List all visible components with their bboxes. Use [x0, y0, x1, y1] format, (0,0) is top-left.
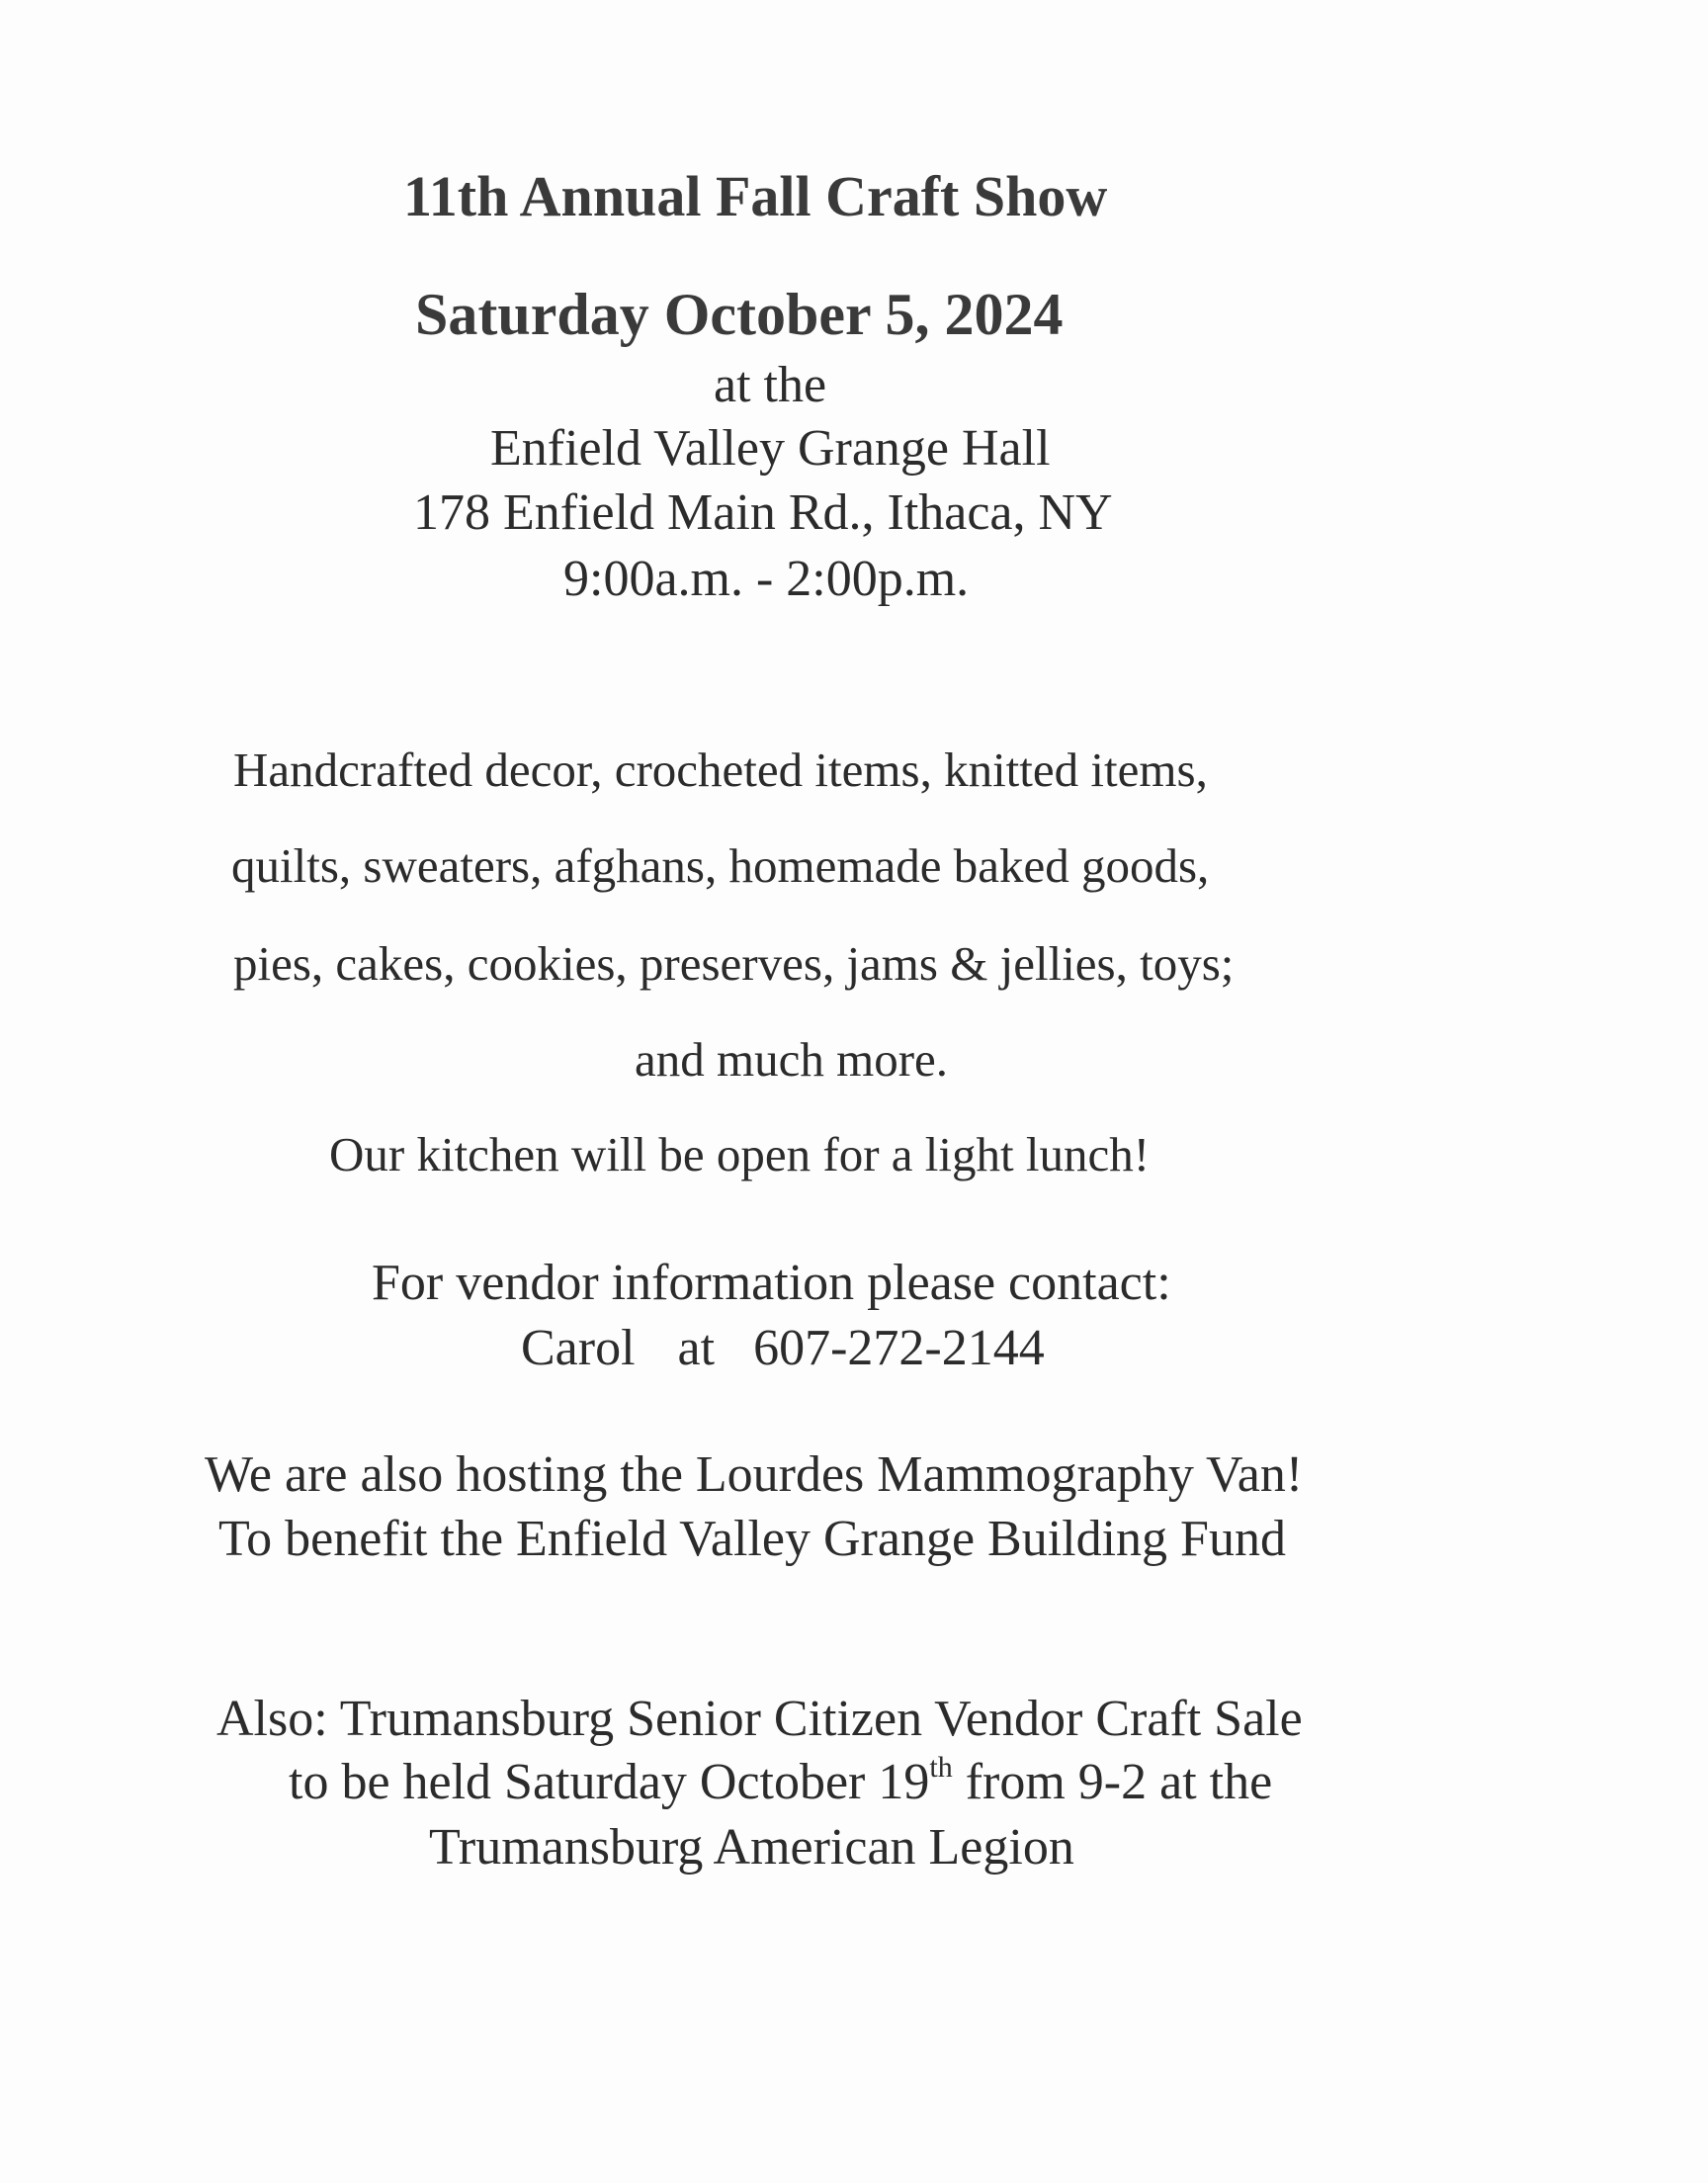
items-line: quilts, sweaters, afghans, homemade baked goods, — [231, 838, 1210, 893]
contact-at: at — [677, 1320, 716, 1376]
venue-name: Enfield Valley Grange Hall — [490, 420, 1051, 477]
contact-name: Carol — [521, 1320, 636, 1376]
venue-address: 178 Enfield Main Rd., Ithaca, NY — [413, 484, 1113, 541]
vendor-prompt: For vendor information please contact: — [372, 1255, 1171, 1311]
ordinal-suffix: th — [929, 1751, 953, 1784]
mammography-note: We are also hosting the Lourdes Mammography Van! — [205, 1446, 1304, 1503]
benefit-note: To benefit the Enfield Valley Grange Building Fund — [218, 1511, 1286, 1567]
items-line: Handcrafted decor, crocheted items, knitted items, — [233, 742, 1208, 797]
also-line: Also: Trumansburg Senior Citizen Vendor Craft Sale — [216, 1691, 1303, 1747]
vendor-contact — [521, 1320, 1045, 1376]
at-the-text: at the — [714, 357, 827, 413]
also-line: Trumansburg American Legion — [429, 1819, 1074, 1876]
event-date: Saturday October 5, 2024 — [415, 282, 1064, 347]
kitchen-note: Our kitchen will be open for a light lunch! — [329, 1127, 1151, 1181]
flyer-title: 11th Annual Fall Craft Show — [403, 164, 1108, 228]
contact-phone: 607-272-2144 — [753, 1320, 1045, 1376]
event-hours: 9:00a.m. - 2:00p.m. — [563, 551, 970, 607]
also-line — [289, 1751, 1273, 1810]
also-line2-start: to be held Saturday October 19 — [289, 1754, 930, 1810]
items-line: pies, cakes, cookies, preserves, jams & jellies, toys; — [233, 936, 1235, 991]
items-line: and much more. — [635, 1032, 949, 1087]
also-line2-end: from 9-2 at the — [952, 1754, 1273, 1810]
